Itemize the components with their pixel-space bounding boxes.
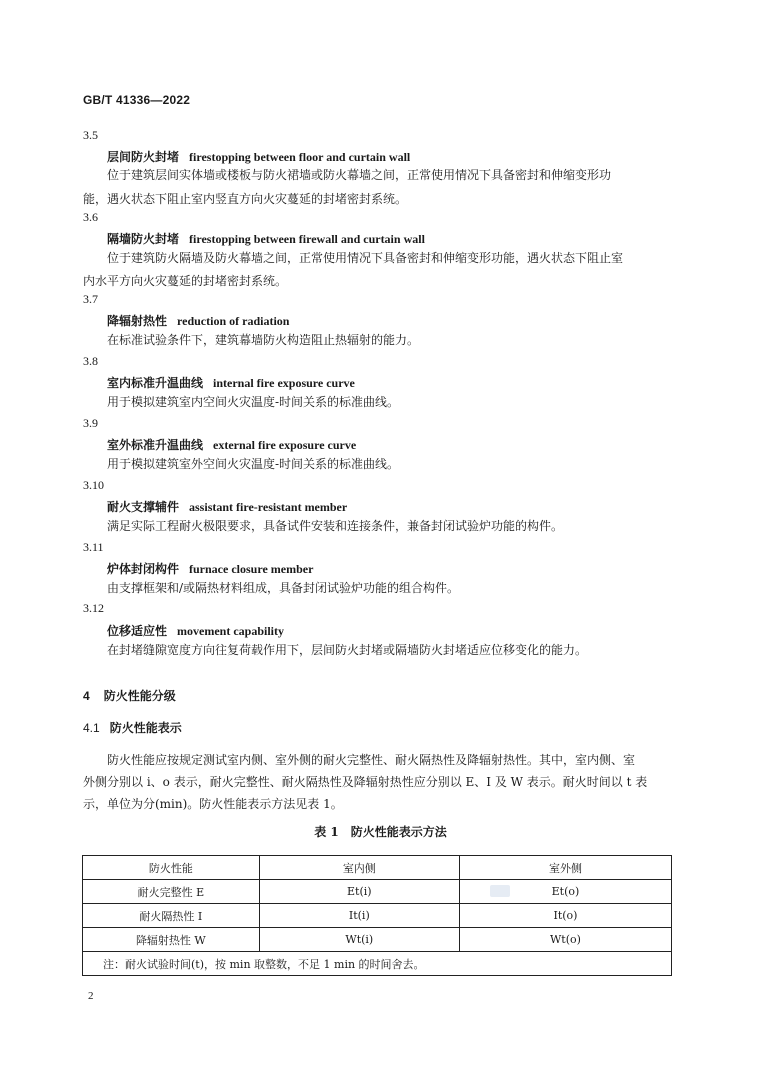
section-heading xyxy=(83,687,176,704)
term-en: firestopping between floor and curtain wall xyxy=(189,150,411,164)
term-cn: 室内标准升温曲线 xyxy=(107,376,204,390)
term-heading xyxy=(107,436,356,453)
subsection-heading xyxy=(83,719,182,736)
table-header-cell: 室外侧 xyxy=(459,856,671,880)
table-header-cell: 防火性能 xyxy=(83,856,260,880)
fire-performance-table xyxy=(82,855,672,976)
definition-line: 内水平方向火灾蔓延的封堵密封系统。 xyxy=(83,274,288,288)
term-definition: 在封堵缝隙宽度方向往复荷载作用下，层间防火封堵或隔墙防火封堵适应位移变化的能力。 xyxy=(107,643,588,657)
clause-number: 3.10 xyxy=(83,478,104,492)
clause-number: 3.12 xyxy=(83,601,104,615)
page-number: 2 xyxy=(88,990,94,1002)
paragraph-line: 示，单位为分(min)。防火性能表示方法见表 1。 xyxy=(83,797,343,811)
clause-number: 3.5 xyxy=(83,128,98,142)
table-header-cell: 室内侧 xyxy=(259,856,459,880)
term-heading xyxy=(107,230,425,247)
subsection-number: 4.1 xyxy=(83,721,100,735)
table-cell: Et(o) xyxy=(459,880,671,904)
section-title: 防火性能分级 xyxy=(103,689,176,703)
table-cell: 耐火完整性 E xyxy=(83,880,260,904)
table-cell: Wt(i) xyxy=(259,928,459,952)
term-heading xyxy=(107,312,289,329)
term-definition xyxy=(107,165,672,186)
term-heading xyxy=(107,622,284,639)
term-definition: 在标准试验条件下，建筑幕墙防火构造阻止热辐射的能力。 xyxy=(107,333,420,347)
term-cn: 隔墙防火封堵 xyxy=(107,232,180,246)
clause-number: 3.6 xyxy=(83,210,98,224)
term-cn: 耐火支撑辅件 xyxy=(107,500,180,514)
table-cell: It(i) xyxy=(259,904,459,928)
term-definition: 用于模拟建筑室内空间火灾温度-时间关系的标准曲线。 xyxy=(107,395,400,409)
term-cn: 降辐射热性 xyxy=(107,314,168,328)
paragraph-line: 防火性能应按规定测试室内侧、室外侧的耐火完整性、耐火隔热性及降辐射热性。其中，室内侧、室 xyxy=(107,753,636,767)
term-heading xyxy=(107,498,347,515)
term-en: internal fire exposure curve xyxy=(213,376,355,390)
term-cn: 层间防火封堵 xyxy=(107,150,180,164)
watermark-icon xyxy=(490,885,510,897)
table-cell: It(o) xyxy=(459,904,671,928)
section-number: 4 xyxy=(83,689,90,703)
table-row xyxy=(83,904,672,928)
term-en: firestopping between firewall and curtain wall xyxy=(189,232,425,246)
table-cell: Wt(o) xyxy=(459,928,671,952)
subsection-title: 防火性能表示 xyxy=(109,721,182,735)
watermark-logo xyxy=(490,880,510,899)
term-definition: 满足实际工程耐火极限要求，具备试件安装和连接条件，兼备封闭试验炉功能的构件。 xyxy=(107,519,564,533)
table-caption: 表 1 防火性能表示方法 xyxy=(314,825,447,839)
table-cell: 耐火隔热性 I xyxy=(83,904,260,928)
term-en: assistant fire-resistant member xyxy=(189,500,348,514)
term-en: movement capability xyxy=(177,624,285,638)
standard-code: GB/T 41336—2022 xyxy=(83,93,191,107)
table-cell: 降辐射热性 W xyxy=(83,928,260,952)
clause-number: 3.11 xyxy=(83,540,104,554)
definition-line: 位于建筑层间实体墙或楼板与防火裙墙或防火幕墙之间，正常使用情况下具备密封和伸缩变形功 xyxy=(107,168,612,182)
definition-line: 能，遇火状态下阻止室内竖直方向火灾蔓延的封堵密封系统。 xyxy=(83,192,408,206)
table-row xyxy=(83,928,672,952)
term-heading xyxy=(107,374,355,391)
table-note-row xyxy=(83,952,672,976)
term-en: reduction of radiation xyxy=(177,314,290,328)
clause-number: 3.7 xyxy=(83,292,98,306)
term-cn: 室外标准升温曲线 xyxy=(107,438,204,452)
term-en: furnace closure member xyxy=(189,562,314,576)
table-header-row xyxy=(83,856,672,880)
term-heading xyxy=(107,560,313,577)
table-row xyxy=(83,880,672,904)
term-en: external fire exposure curve xyxy=(213,438,357,452)
term-definition: 用于模拟建筑室外空间火灾温度-时间关系的标准曲线。 xyxy=(107,457,400,471)
table-cell: Et(i) xyxy=(259,880,459,904)
term-heading xyxy=(107,148,410,165)
term-definition xyxy=(107,248,672,269)
clause-number: 3.9 xyxy=(83,416,98,430)
clause-number: 3.8 xyxy=(83,354,98,368)
term-cn: 位移适应性 xyxy=(107,624,168,638)
term-cn: 炉体封闭构件 xyxy=(107,562,180,576)
term-definition: 由支撑框架和/或隔热材料组成，具备封闭试验炉功能的组合构件。 xyxy=(107,581,460,595)
table-note: 注：耐火试验时间(t)，按 min 取整数，不足 1 min 的时间舍去。 xyxy=(83,952,672,976)
paragraph-line: 外侧分别以 i、o 表示，耐火完整性、耐火隔热性及降辐射热性应分别以 E、I 及 W 表示。耐火时间以 t 表 xyxy=(83,775,648,789)
definition-line: 位于建筑防火隔墙及防火幕墙之间，正常使用情况下具备密封和伸缩变形功能，遇火状态下阻止室 xyxy=(107,251,624,265)
